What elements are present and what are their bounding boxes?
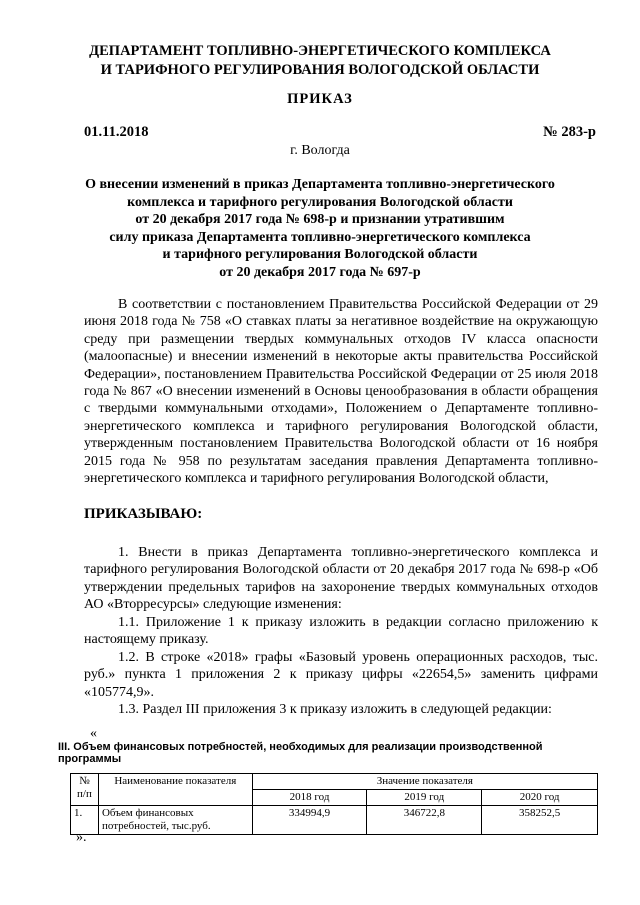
quote-close-mark: ».: [76, 830, 87, 845]
row-value-2018: 334994,9: [252, 806, 367, 835]
table-header-row: [71, 774, 598, 790]
quote-open-mark: «: [90, 726, 97, 741]
row-num: 1.: [71, 806, 99, 835]
item-1-2-paragraph: 1.2. В строке «2018» графы «Базовый уровень операционных расходов, тыс. руб.» пункта 1 приложения 2 к приказу цифры «22654,5» заменить цифрами «105774,9».: [84, 650, 598, 700]
subject-line-3: от 20 декабря 2017 года № 698-р и признании утратившим: [135, 212, 505, 227]
document-number: № 283-р: [543, 124, 596, 140]
header-indicator-value: Значение показателя: [252, 774, 597, 790]
header-indicator-name: Наименование показателя: [98, 774, 252, 806]
department-line-2: И ТАРИФНОГО РЕГУЛИРОВАНИЯ ВОЛОГОДСКОЙ ОБЛАСТИ: [100, 62, 540, 78]
preamble-paragraph: В соответствии с постановлением Правительства Российской Федерации от 29 июня 2018 года № 758 «О ставках платы за негативное воздействие на окружающую среду при размещении твердых коммунальных отходов IV класса опасности (малоопасные) и внесении изменений в некоторые акты правительства Российской Федерации», постановлением Правительства Российской Федерации от 25 июля 2018 года № 867 «О внесении изменений в Основы ценообразования в области обращения с твердыми коммунальными отходами», Положением о Департаменте топливно-энергетического комплекса и тарифного регулирования Вологодской области, утвержденным постановлением Правительства Вологодской области от 16 ноября 2015 года № 958 по результатам заседания правления Департамента топливно-энергетического комплекса и тарифного регулирования Вологодской области,: [84, 297, 598, 487]
header-year-2019: 2019 год: [367, 790, 482, 806]
subject-line-4: силу приказа Департамента топливно-энергетического комплекса: [109, 229, 531, 245]
subject-line-6: от 20 декабря 2017 года № 697-р: [219, 264, 421, 280]
document-city: г. Вологда: [290, 143, 350, 158]
document-date: 01.11.2018: [84, 124, 149, 140]
row-value-2020: 358252,5: [482, 806, 598, 835]
header-year-2018: 2018 год: [252, 790, 367, 806]
department-name: [60, 42, 580, 80]
header-year-2020: 2020 год: [482, 790, 598, 806]
document-subject: [60, 176, 580, 281]
order-word: ПРИКАЗЫВАЮ:: [84, 506, 203, 522]
header-num: № п/п: [71, 774, 99, 806]
department-line-1: ДЕПАРТАМЕНТ ТОПЛИВНО-ЭНЕРГЕТИЧЕСКОГО КОМПЛЕКСА: [89, 43, 551, 59]
row-indicator-name: Объем финансовых потребностей, тыс.руб.: [98, 806, 252, 835]
table-caption: III. Объем финансовых потребностей, необходимых для реализации производственной программы: [58, 741, 543, 765]
subject-line-1: О внесении изменений в приказ Департамента топливно-энергетического: [85, 177, 555, 192]
subject-line-2: комплекса и тарифного регулирования Вологодской области: [127, 194, 513, 210]
subject-line-5: и тарифного регулирования Вологодской области: [162, 247, 478, 262]
item-1-3-paragraph: 1.3. Раздел III приложения 3 к приказу изложить в следующей редакции:: [118, 702, 552, 717]
table-row: [71, 806, 598, 835]
row-value-2019: 346722,8: [367, 806, 482, 835]
financial-needs-table: [70, 773, 598, 835]
item-1-paragraph: 1. Внести в приказ Департамента топливно-энергетического комплекса и тарифного регулирования Вологодской области от 20 декабря 2017 года № 698-р «Об утверждении предельных тарифов на захоронение твердых коммунальных отходов АО «Вторресурсы» следующие изменения:: [84, 545, 598, 613]
document-type: ПРИКАЗ: [287, 91, 353, 107]
item-1-1-paragraph: 1.1. Приложение 1 к приказу изложить в редакции согласно приложению к настоящему приказу.: [84, 615, 598, 648]
